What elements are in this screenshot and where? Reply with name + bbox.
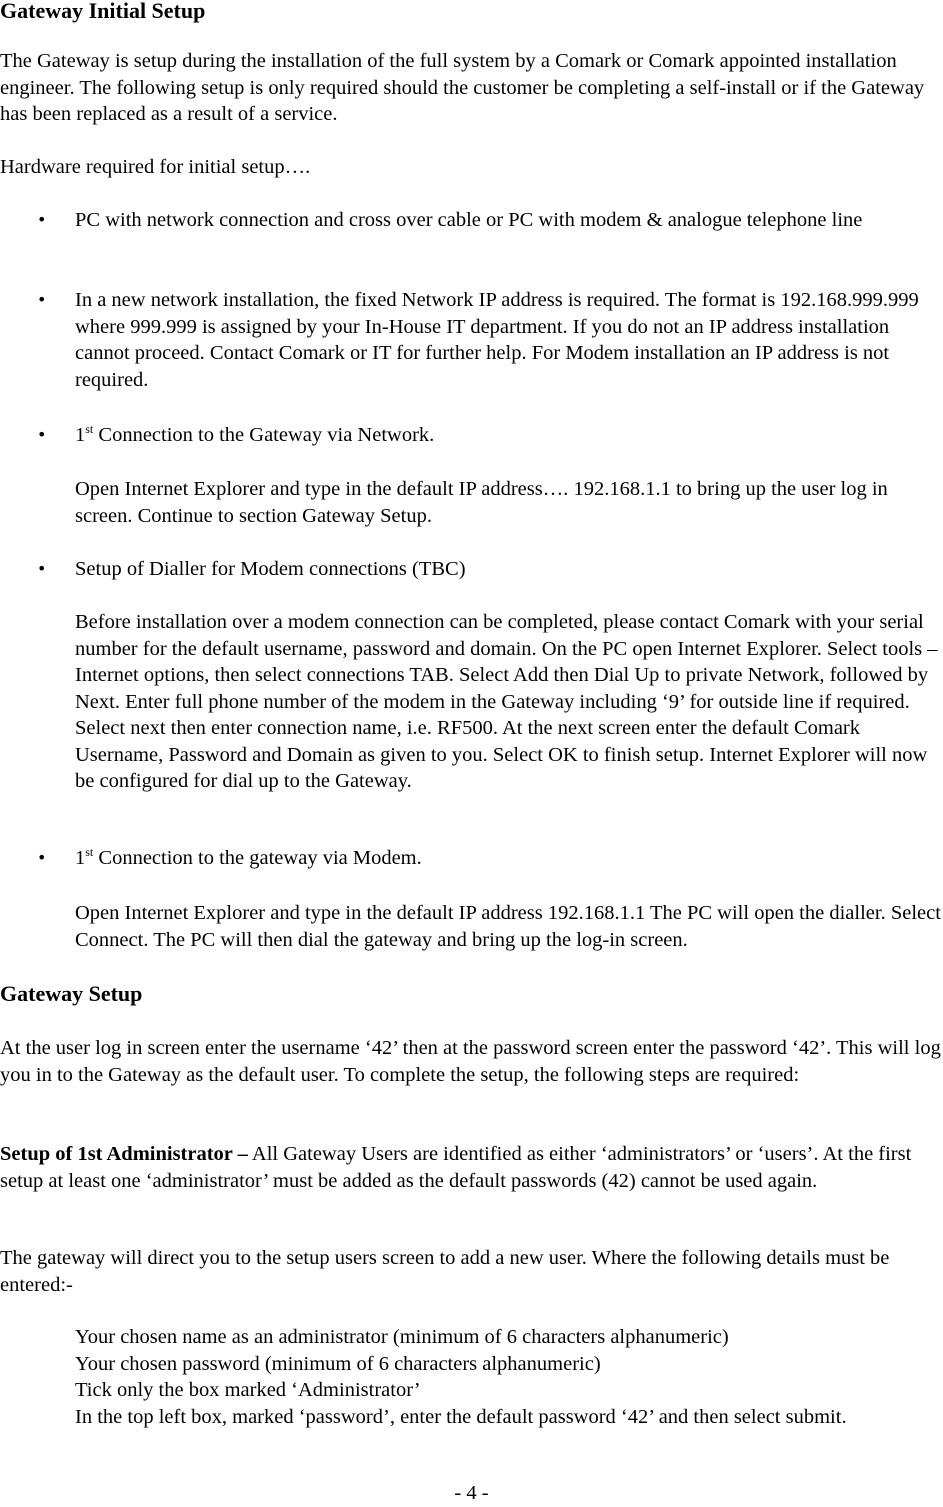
page-number: - 4 - — [454, 1482, 489, 1504]
heading-gateway-setup: Gateway Setup — [0, 981, 143, 1006]
bullet-text: In a new network installation, the fixed Network IP address is required. The format is 192.168.999.999 where 999.999 is assigned by your In-House IT department. If you do not an IP address installation cannot proceed. Contact Comark or IT for further help. For Modem installation an IP address is not required. — [75, 289, 919, 391]
requirement-line: In the top left box, marked ‘password’, enter the default password ‘42’ and then select submit. — [75, 1405, 847, 1428]
login-paragraph: At the user log in screen enter the username ‘42’ then at the password screen enter the password ‘42’. This will log you in to the Gateway as the default user. To complete the setup, the following steps are required: — [0, 1037, 941, 1086]
requirement-line: Tick only the box marked ‘Administrator’ — [75, 1379, 421, 1401]
admin-paragraph: Setup of 1st Administrator – All Gateway Users are identified as either ‘administrators’ or ‘users’. At the first setup at least one ‘administrator’ must be added as the default passwords (42) cannot be used again. — [0, 1143, 912, 1192]
direct-paragraph: The gateway will direct you to the setup users screen to add a new user. Where the following details must be entered:- — [0, 1247, 890, 1296]
intro-paragraph: The Gateway is setup during the installation of the full system by a Comark or Comark appointed installation engineer. The following setup is only required should the customer be completing a self-install or if the Gateway has been replaced as a result of a service. — [0, 50, 925, 125]
admin-bold-label: Setup of 1st Administrator – — [0, 1143, 248, 1165]
hardware-label: Hardware required for initial setup…. — [0, 156, 311, 178]
bullet-text: PC with network connection and cross over cable or PC with modem & analogue telephone line — [75, 209, 863, 231]
requirements-list — [75, 1324, 943, 1430]
bullet-subtext: Before installation over a modem connection can be completed, please contact Comark with your serial number for the default username, password and domain. On the PC open Internet Explorer. Select tools – Internet options, then select connections TAB. Select Add then Dial Up to private Network, followed by Next. Enter full phone number of the modem in the Gateway including ‘9’ for outside line if required. Select next then enter connection name, i.e. RF500. At the next screen enter the default Comark Username, Password and Domain as given to you. Select OK to finish setup. Internet Explorer will now be configured for dial up to the Gateway. — [75, 611, 938, 792]
requirement-line: Your chosen name as an administrator (minimum of 6 characters alphanumeric) — [75, 1326, 729, 1348]
requirement-line: Your chosen password (minimum of 6 characters alphanumeric) — [75, 1352, 601, 1375]
bullet-subtext: Open Internet Explorer and type in the default IP address…. 192.168.1.1 to bring up the user log in screen. Continue to section Gateway Setup. — [75, 478, 888, 527]
bullet-text: Setup of Dialler for Modem connections (TBC) — [75, 558, 466, 580]
bullet-text: 1st Connection to the Gateway via Network. — [75, 422, 435, 446]
bullet-text: 1st Connection to the gateway via Modem. — [75, 845, 422, 869]
bullet-subtext: Open Internet Explorer and type in the default IP address 192.168.1.1 The PC will open the dialler. Select Connect. The PC will then dial the gateway and bring up the log-in screen. — [75, 902, 941, 951]
heading-gateway-initial-setup: Gateway Initial Setup — [0, 0, 206, 23]
